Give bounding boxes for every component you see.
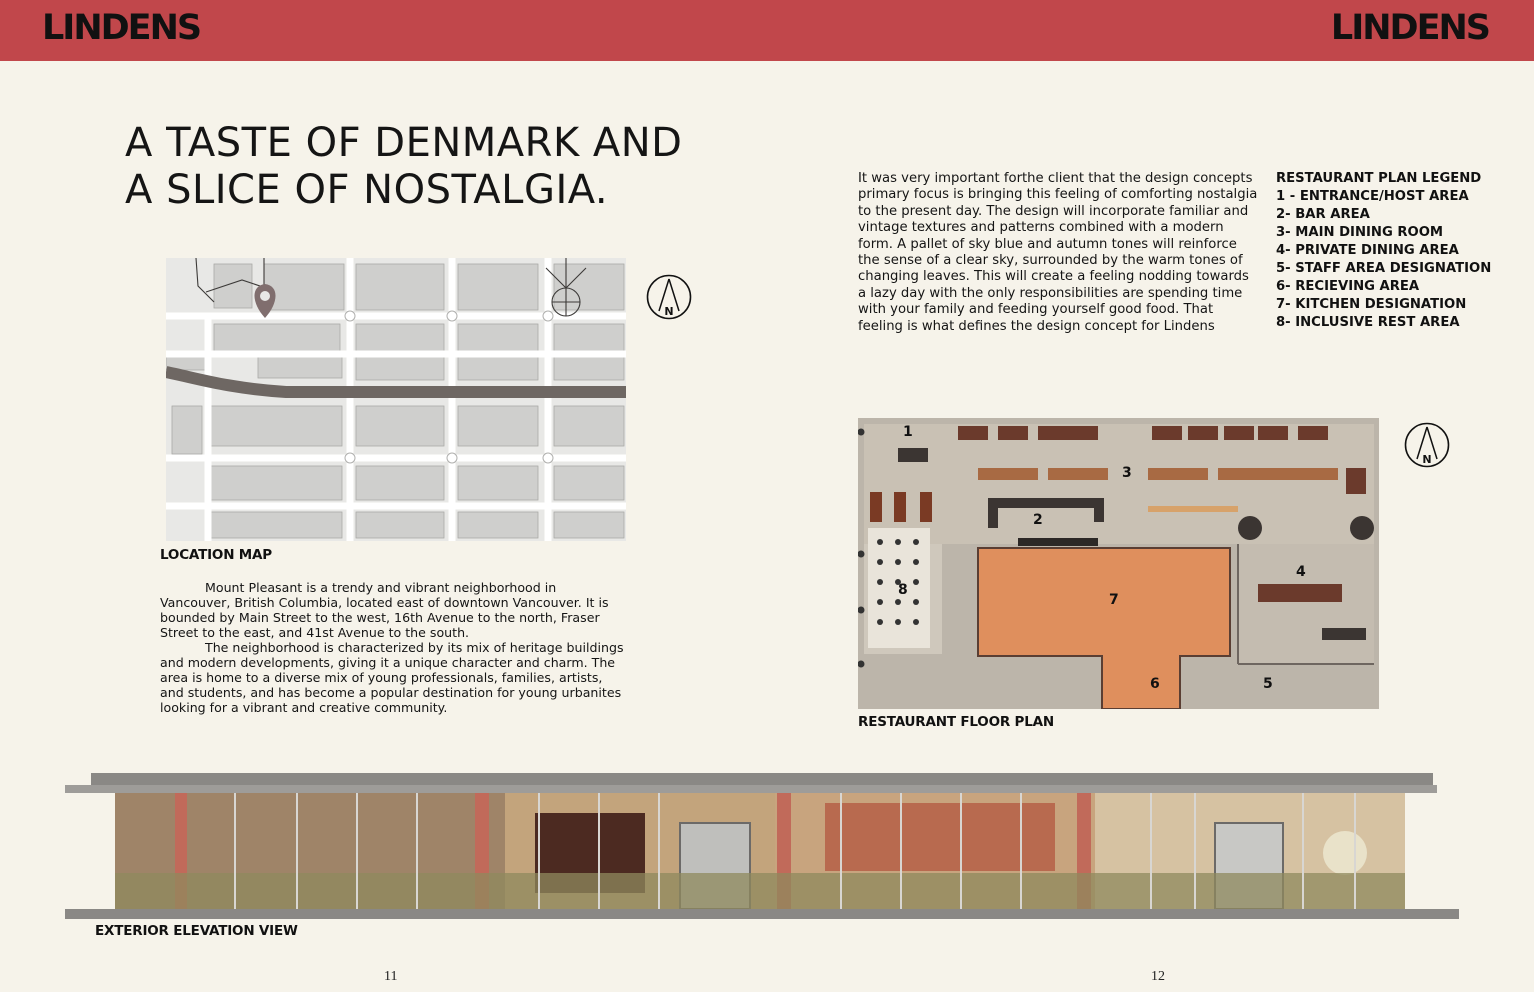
legend-item: 6- RECIEVING AREA bbox=[1276, 279, 1420, 294]
elevation-caption: EXTERIOR ELEVATION VIEW bbox=[95, 923, 298, 939]
elevation-graphic bbox=[65, 773, 1459, 919]
legend-item: 3- MAIN DINING ROOM bbox=[1276, 225, 1444, 240]
restaurant-floor-plan bbox=[858, 418, 1379, 709]
location-map bbox=[166, 258, 626, 541]
plan-label-5: 5 bbox=[1263, 676, 1273, 692]
exterior-elevation-render bbox=[65, 773, 1459, 919]
plan-label-4: 4 bbox=[1296, 564, 1306, 580]
page-number-right: 12 bbox=[1151, 969, 1165, 984]
brand-logo-right: LINDENS bbox=[1330, 8, 1489, 48]
legend-item: 2- BAR AREA bbox=[1276, 207, 1370, 222]
page-number-left: 11 bbox=[384, 969, 398, 984]
location-paragraph-1: Mount Pleasant is a trendy and vibrant neighborhood in Vancouver, British Columbia, located east of downtown Vancouver. It is bounded by Main Street to the west, 16th Avenue to the north, Fraser Street to the east, and 41st Avenue to the south. bbox=[160, 580, 609, 640]
location-paragraph-2: The neighborhood is characterized by its mix of heritage buildings and modern developments, giving it a unique character and charm. The area is home to a diverse mix of young professionals, families, artists, and students, and has become a popular destination for young urbanites looking for a vibrant and creative community. bbox=[160, 640, 624, 715]
plan-legend bbox=[1276, 170, 1491, 332]
legend-item: 5- STAFF AREA DESIGNATION bbox=[1276, 261, 1492, 276]
headline-line-2: A SLICE OF NOSTALGIA. bbox=[125, 167, 609, 213]
plan-label-2: 2 bbox=[1033, 512, 1043, 528]
headline-line-1: A TASTE OF DENMARK AND bbox=[125, 120, 683, 166]
location-map-graphic bbox=[166, 258, 626, 541]
north-arrow-icon bbox=[646, 274, 692, 320]
floor-plan-caption: RESTAURANT FLOOR PLAN bbox=[858, 714, 1054, 730]
plan-label-3: 3 bbox=[1122, 465, 1132, 481]
north-label: N bbox=[664, 305, 674, 318]
plan-label-8: 8 bbox=[898, 582, 908, 598]
north-label: N bbox=[1422, 453, 1432, 466]
plan-label-6: 6 bbox=[1150, 676, 1160, 692]
location-map-caption: LOCATION MAP bbox=[160, 547, 272, 563]
legend-item: 4- PRIVATE DINING AREA bbox=[1276, 243, 1459, 258]
legend-item: 7- KITCHEN DESIGNATION bbox=[1276, 297, 1467, 312]
legend-item: 8- INCLUSIVE REST AREA bbox=[1276, 315, 1460, 330]
page-headline bbox=[125, 120, 682, 214]
location-description bbox=[160, 580, 630, 715]
plan-legend-title: RESTAURANT PLAN LEGEND bbox=[1276, 171, 1482, 186]
design-concept-text: It was very important forthe client that the design concepts primary focus is bringing this feeling of comforting nostalgia to the present day. The design will incorporate familiar and vintage textures and patterns combined with a modern form. A pallet of sky blue and autumn tones will reinforce the sense of a clear sky, surrounded by the warm tones of changing leaves. This will create a feeling nodding towards a lazy day with the only responsibilities are spending time with your family and feeding yourself good food. That feeling is what defines the design concept for Lindens bbox=[858, 171, 1258, 334]
floor-plan-graphic bbox=[858, 418, 1379, 709]
legend-item: 1 - ENTRANCE/HOST AREA bbox=[1276, 189, 1469, 204]
header-bar bbox=[0, 0, 1534, 61]
brand-logo-left: LINDENS bbox=[42, 8, 201, 48]
plan-label-7: 7 bbox=[1109, 592, 1119, 608]
north-arrow-icon bbox=[1404, 422, 1450, 468]
plan-label-1: 1 bbox=[903, 424, 913, 440]
